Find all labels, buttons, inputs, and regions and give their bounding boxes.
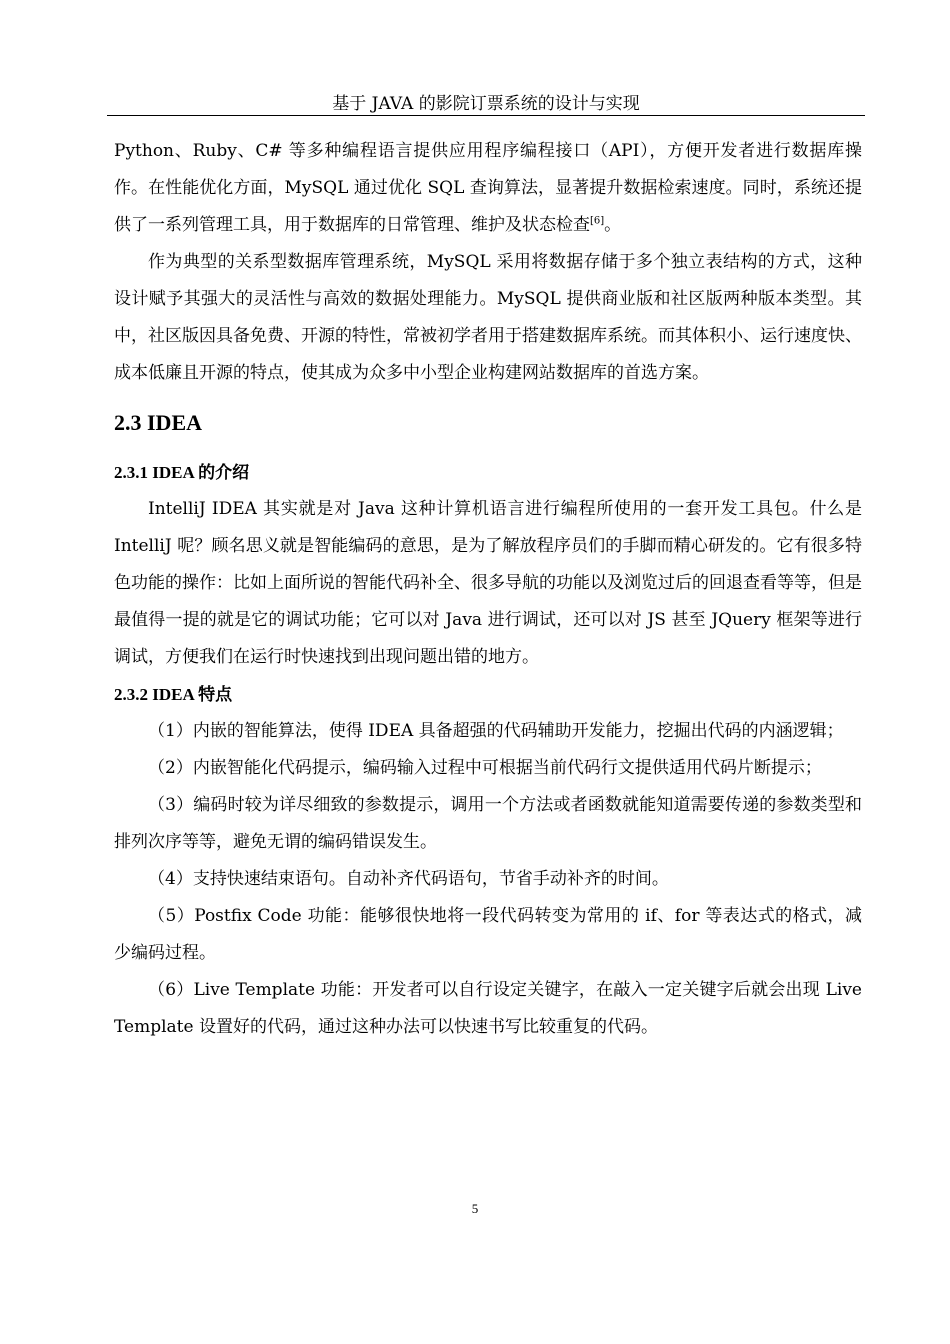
page-number: 5 bbox=[471, 1201, 479, 1216]
section-heading-2-3-2: 2.3.2 IDEA 特点 bbox=[114, 685, 233, 704]
feature-item-6: （6）Live Template 功能：开发者可以自行设定关键字，在敲入一定关键字后就会出现 Live Template 设置好的代码，通过这种办法可以快速书写比较重复的代码。 bbox=[114, 980, 862, 1037]
paragraph-mysql-continued bbox=[114, 133, 862, 244]
paragraph-mysql-continued-text: Python、Ruby、C# 等多种编程语言提供应用程序编程接口（API），方便开发者进行数据库操作。在性能优化方面，MySQL 通过优化 SQL 查询算法，显著提升数据检索速度。同时，系统还提供了一系列管理工具，用于数据库的日常管理、维护及状态检查 bbox=[114, 141, 862, 235]
paragraph-idea-intro: IntelliJ IDEA 其实就是对 Java 这种计算机语言进行编程所使用的一套开发工具包。什么是 IntelliJ 呢？顾名思义就是智能编码的意思，是为了解放程序员们的手脚而精心研发的。它有很多特色功能的操作：比如上面所说的智能代码补全、很多导航的功能以及浏览过后的回退查看等等，但是最值得一提的就是它的调试功能；它可以对 Java 进行调试，还可以对 JS 甚至 JQuery 框架等进行调试，方便我们在运行时快速找到出现问题出错的地方。 bbox=[114, 499, 862, 667]
feature-item-5: （5）Postfix Code 功能：能够很快地将一段代码转变为常用的 if、for 等表达式的格式，减少编码过程。 bbox=[114, 906, 862, 963]
paragraph-mysql-continued-end: 。 bbox=[604, 215, 622, 235]
citation-ref: [6] bbox=[590, 215, 605, 227]
page-body bbox=[114, 133, 862, 1046]
feature-item-4: （4）支持快速结束语句。自动补齐代码语句，节省手动补齐的时间。 bbox=[148, 869, 669, 889]
section-heading-2-3-1: 2.3.1 IDEA 的介绍 bbox=[114, 463, 250, 482]
feature-item-1: （1）内嵌的智能算法，使得 IDEA 具备超强的代码辅助开发能力，挖掘出代码的内涵逻辑； bbox=[148, 721, 844, 741]
feature-item-2: （2）内嵌智能化代码提示，编码输入过程中可根据当前代码行文提供适用代码片断提示； bbox=[148, 758, 822, 778]
section-heading-2-3: 2.3 IDEA bbox=[114, 410, 203, 435]
paragraph-mysql-overview: 作为典型的关系型数据库管理系统，MySQL 采用将数据存储于多个独立表结构的方式，这种设计赋予其强大的灵活性与高效的数据处理能力。MySQL 提供商业版和社区版两种版本类型。其中，社区版因具备免费、开源的特性，常被初学者用于搭建数据库系统。而其体积小、运行速度快、成本低廉且开源的特点，使其成为众多中小型企业构建网站数据库的首选方案。 bbox=[114, 252, 862, 383]
feature-item-3: （3）编码时较为详尽细致的参数提示，调用一个方法或者函数就能知道需要传递的参数类型和排列次序等等，避免无谓的编码错误发生。 bbox=[114, 795, 862, 852]
running-header: 基于 JAVA 的影院订票系统的设计与实现 bbox=[332, 94, 640, 114]
header-rule bbox=[107, 115, 865, 116]
